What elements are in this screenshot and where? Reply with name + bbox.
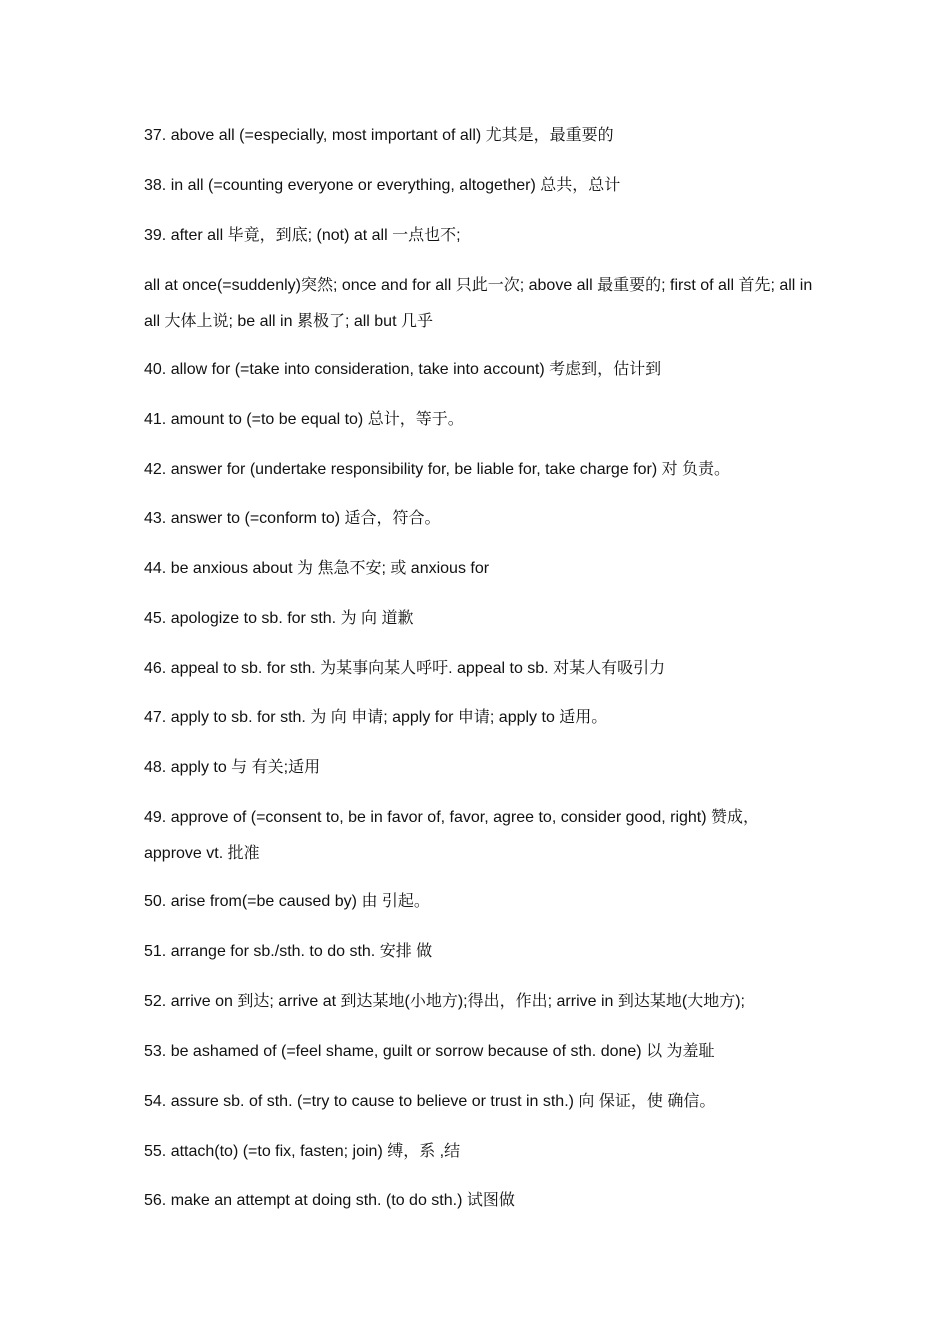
entry-41: 41. amount to (=to be equal to) 总计，等于。 bbox=[144, 411, 464, 428]
entry-37: 37. above all (=especially, most important of all) 尤其是，最重要的 bbox=[144, 127, 614, 144]
entry-42: 42. answer for (undertake responsibility for, be liable for, take charge for) 对 负责。 bbox=[144, 461, 731, 478]
entry-47: 47. apply to sb. for sth. 为 向 申请; apply for 申请; apply to 适用。 bbox=[144, 709, 608, 726]
entry-40: 40. allow for (=take into consideration, take into account) 考虑到，估计到 bbox=[144, 361, 662, 378]
entry-44: 44. be anxious about 为 焦急不安; 或 anxious for bbox=[144, 560, 490, 577]
entry-54: 54. assure sb. of sth. (=try to cause to believe or trust in sth.) 向 保证，使 确信。 bbox=[144, 1093, 716, 1110]
entry-51: 51. arrange for sb./sth. to do sth. 安排 做 bbox=[144, 943, 433, 960]
entry-39: 39. after all 毕竟，到底; (not) at all 一点也不; bbox=[144, 227, 461, 244]
entry-56: 56. make an attempt at doing sth. (to do sth.) 试图做 bbox=[144, 1192, 515, 1209]
entry-45: 45. apologize to sb. for sth. 为 向 道歉 bbox=[144, 610, 414, 627]
entry-48: 48. apply to 与 有关;适用 bbox=[144, 759, 321, 776]
entry-39-continued: all at once(=suddenly)突然; once and for all 只此一次; above all 最重要的; first of all 首先; all in all 大体上说; be all in 累极了; all but 几乎 bbox=[144, 277, 813, 330]
entry-52: 52. arrive on 到达; arrive at 到达某地(小地方);得出，作出; arrive in 到达某地(大地方); bbox=[144, 993, 745, 1010]
entry-43: 43. answer to (=conform to) 适合，符合。 bbox=[144, 510, 441, 527]
entry-50: 50. arise from(=be caused by) 由 引起。 bbox=[144, 893, 430, 910]
entry-38: 38. in all (=counting everyone or everything, altogether) 总共，总计 bbox=[144, 177, 621, 194]
entry-49: 49. approve of (=consent to, be in favor of, favor, agree to, consider good, right) 赞成，approve vt. 批准 bbox=[144, 809, 760, 862]
entry-46: 46. appeal to sb. for sth. 为某事向某人呼吁. appeal to sb. 对某人有吸引力 bbox=[144, 660, 666, 677]
entry-53: 53. be ashamed of (=feel shame, guilt or sorrow because of sth. done) 以 为羞耻 bbox=[144, 1043, 715, 1060]
entry-55: 55. attach(to) (=to fix, fasten; join) 缚，系 ,结 bbox=[144, 1143, 461, 1160]
